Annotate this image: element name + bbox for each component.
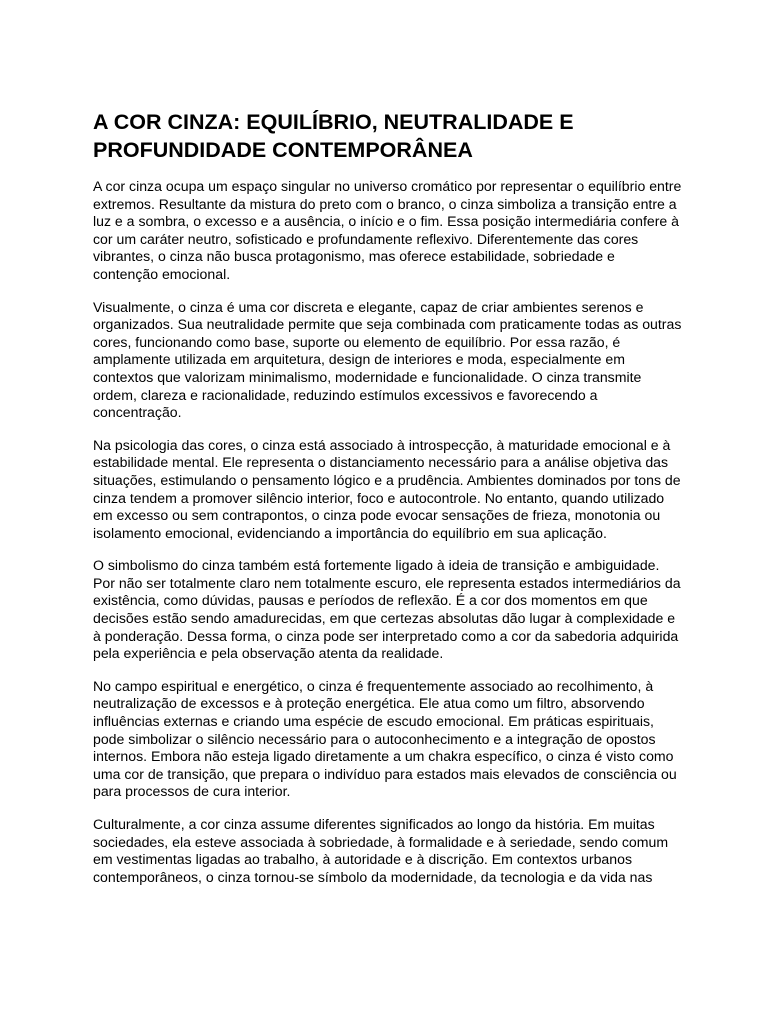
paragraph-psychology: Na psicologia das cores, o cinza está associado à introspecção, à maturidade emocional e à estabilidade mental. Ele representa o distanciamento necessário para a análise objetiva das situações, estimulando o pensamento lógico e a prudência. Ambientes dominados por tons de cinza tendem a promover silêncio interior, foco e autocontrole. No entanto, quando utilizado em excesso ou sem contrapontos, o cinza pode evocar sensações de frieza, monotonia ou isolamento emocional, evidenciando a importância do equilíbrio em sua aplicação. xyxy=(93,436,681,541)
document-title: A COR CINZA: EQUILÍBRIO, NEUTRALIDADE E PROFUNDIDADE CONTEMPORÂNEA xyxy=(93,110,574,162)
paragraph-symbolism: O simbolismo do cinza também está fortemente ligado à ideia de transição e ambiguidade. Por não ser totalmente claro nem totalmente escuro, ele representa estados intermediários da existência, como dúvidas, pausas e períodos de reflexão. É a cor dos momentos em que decisões estão sendo amadurecidas, em que certezas absolutas dão lugar à complexidade e à ponderação. Dessa forma, o cinza pode ser interpretado como a cor da sabedoria adquirida pela experiência e pela observação atenta da realidade. xyxy=(93,557,681,662)
paragraph-visual: Visualmente, o cinza é uma cor discreta e elegante, capaz de criar ambientes serenos e organizados. Sua neutralidade permite que seja combinada com praticamente todas as outras cores, funcionando como base, suporte ou elemento de equilíbrio. Por essa razão, é amplamente utilizada em arquitetura, design de interiores e moda, especialmente em contextos que valorizam minimalismo, modernidade e funcionalidade. O cinza transmite ordem, clareza e racionalidade, reduzindo estímulos excessivos e favorecendo a concentração. xyxy=(93,298,682,421)
paragraph-cultural: Culturalmente, a cor cinza assume diferentes significados ao longo da história. Em muitas sociedades, ela esteve associada à sobriedade, à formalidade e à seriedade, sendo comum em vestimentas ligadas ao trabalho, à autoridade e à discrição. Em contextos urbanos contemporâneos, o cinza tornou-se símbolo da modernidade, da tecnologia e da vida nas xyxy=(93,816,669,885)
paragraph-spiritual: No campo espiritual e energético, o cinza é frequentemente associado ao recolhimento, à neutralização de excessos e à proteção energética. Ele atua como um filtro, absorvendo influências externas e criando uma espécie de escudo emocional. Em práticas espirituais, pode simbolizar o silêncio necessário para o autoconhecimento e a integração de opostos internos. Embora não esteja ligado diretamente a um chakra específico, o cinza é visto como uma cor de transição, que prepara o indivíduo para estados mais elevados de consciência ou para processos de cura interior. xyxy=(93,677,677,800)
paragraph-intro: A cor cinza ocupa um espaço singular no universo cromático por representar o equilíbrio entre extremos. Resultante da mistura do preto com o branco, o cinza simboliza a transição entre a luz e a sombra, o excesso e a ausência, o início e o fim. Essa posição intermediária confere à cor um caráter neutro, sofisticado e profundamente reflexivo. Diferentemente das cores vibrantes, o cinza não busca protagonismo, mas oferece estabilidade, sobriedade e contenção emocional. xyxy=(93,178,682,282)
document-page xyxy=(93,108,683,901)
